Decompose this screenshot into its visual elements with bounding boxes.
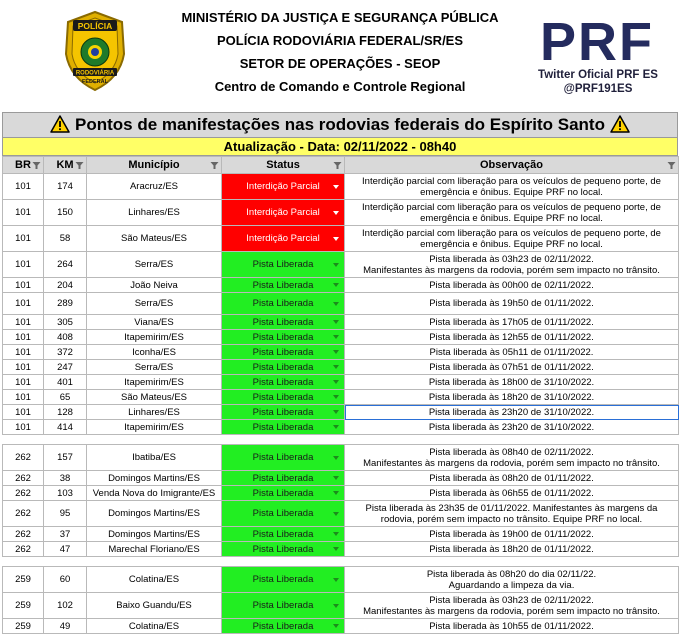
- page-title: [2, 112, 678, 138]
- table-row: [3, 174, 679, 200]
- status-dropdown[interactable]: [222, 360, 345, 375]
- dropdown-arrow-icon[interactable]: [333, 211, 339, 215]
- dropdown-arrow-icon[interactable]: [333, 456, 339, 460]
- status-value: Pista Liberada: [252, 421, 314, 433]
- cell-observacao[interactable]: [345, 471, 679, 486]
- prf-logo-text: PRF: [540, 14, 654, 66]
- dropdown-arrow-icon[interactable]: [333, 365, 339, 369]
- cell-km[interactable]: 414: [44, 420, 87, 435]
- cell-observacao[interactable]: [345, 278, 679, 293]
- dropdown-arrow-icon[interactable]: [333, 476, 339, 480]
- cell-observacao[interactable]: [345, 405, 679, 420]
- status-value: Interdição Parcial: [246, 207, 320, 218]
- org-line-center: Centro de Comando e Controle Regional: [214, 79, 466, 94]
- cell-br[interactable]: 101: [3, 278, 44, 293]
- dropdown-arrow-icon[interactable]: [333, 604, 339, 608]
- observacao-line: Pista liberada às 10h55 de 01/11/2022.: [429, 620, 594, 632]
- twitter-handle: @PRF191ES: [563, 83, 633, 95]
- twitter-label: Twitter Oficial PRF ES: [538, 69, 658, 81]
- cell-br[interactable]: 101: [3, 360, 44, 375]
- cell-km[interactable]: 408: [44, 330, 87, 345]
- cell-observacao[interactable]: [345, 200, 679, 226]
- prf-badge-icon: [60, 10, 130, 92]
- status-value: Interdição Parcial: [246, 181, 320, 192]
- separator-cell: [3, 435, 679, 445]
- table-row: [3, 420, 679, 435]
- cell-observacao[interactable]: [345, 315, 679, 330]
- table-row: [3, 567, 679, 593]
- cell-observacao[interactable]: [345, 420, 679, 435]
- status-dropdown[interactable]: [222, 252, 345, 278]
- table-row: [3, 405, 679, 420]
- cell-br[interactable]: 101: [3, 293, 44, 315]
- table-row: [3, 278, 679, 293]
- cell-observacao[interactable]: [345, 390, 679, 405]
- table-row: [3, 330, 679, 345]
- table-row: [3, 593, 679, 619]
- status-dropdown[interactable]: [222, 375, 345, 390]
- status-dropdown[interactable]: [222, 390, 345, 405]
- status-value: Pista Liberada: [252, 406, 314, 418]
- table-row: [3, 360, 679, 375]
- status-value: Pista Liberada: [252, 543, 314, 555]
- dropdown-arrow-icon[interactable]: [333, 624, 339, 628]
- cell-municipio[interactable]: Iconha/ES: [87, 345, 222, 360]
- table-row: [3, 486, 679, 501]
- table-row: [3, 375, 679, 390]
- filter-icon[interactable]: [75, 161, 84, 170]
- dropdown-arrow-icon[interactable]: [333, 578, 339, 582]
- warning-icon: [50, 115, 70, 133]
- cell-km[interactable]: 150: [44, 200, 87, 226]
- dropdown-arrow-icon[interactable]: [333, 263, 339, 267]
- status-value: Pista Liberada: [252, 259, 314, 270]
- table-row: [3, 293, 679, 315]
- cell-municipio[interactable]: Domingos Martins/ES: [87, 501, 222, 527]
- prf-logo: [522, 14, 672, 66]
- column-header-br[interactable]: BR: [3, 157, 44, 174]
- cell-br[interactable]: 262: [3, 486, 44, 501]
- observacao-line: Pista liberada às 05h11 de 01/11/2022.: [429, 346, 594, 358]
- status-dropdown[interactable]: [222, 226, 345, 252]
- status-dropdown[interactable]: [222, 486, 345, 501]
- observacao-line: Pista liberada às 23h20 de 31/10/2022.: [428, 421, 595, 433]
- cell-km[interactable]: 38: [44, 471, 87, 486]
- status-dropdown[interactable]: [222, 567, 345, 593]
- status-value: Pista Liberada: [252, 508, 314, 519]
- manifestations-table: [2, 156, 679, 634]
- cell-municipio[interactable]: Ibatiba/ES: [87, 445, 222, 471]
- observacao-line: Pista liberada às 18h20 de 31/10/2022.: [428, 391, 595, 403]
- twitter-info: [518, 68, 678, 96]
- cell-observacao[interactable]: [345, 527, 679, 542]
- status-dropdown[interactable]: [222, 174, 345, 200]
- cell-km[interactable]: 65: [44, 390, 87, 405]
- cell-br[interactable]: 262: [3, 471, 44, 486]
- group-separator: [3, 557, 679, 567]
- observacao-line: Pista liberada às 18h20 de 01/11/2022.: [429, 543, 594, 555]
- observacao-line: rodovia, porém sem impacto no trânsito. Equipe PRF no local.: [380, 513, 643, 525]
- cell-observacao[interactable]: [345, 375, 679, 390]
- cell-km[interactable]: 204: [44, 278, 87, 293]
- observacao-line: Manifestantes às margens da rodovia, porém sem impacto no trânsito.: [363, 605, 660, 617]
- cell-municipio[interactable]: Itapemirim/ES: [87, 420, 222, 435]
- status-value: Pista Liberada: [252, 452, 314, 463]
- status-value: Pista Liberada: [252, 528, 314, 540]
- observacao-line: Pista liberada às 06h55 de 01/11/2022.: [429, 487, 594, 499]
- status-value: Interdição Parcial: [246, 233, 320, 244]
- cell-br[interactable]: 262: [3, 445, 44, 471]
- dropdown-arrow-icon[interactable]: [333, 547, 339, 551]
- cell-municipio[interactable]: Marechal Floriano/ES: [87, 542, 222, 557]
- status-value: Pista Liberada: [252, 391, 314, 403]
- table-row: [3, 200, 679, 226]
- cell-km[interactable]: 401: [44, 375, 87, 390]
- cell-br[interactable]: 262: [3, 542, 44, 557]
- cell-municipio[interactable]: Viana/ES: [87, 315, 222, 330]
- cell-br[interactable]: 101: [3, 226, 44, 252]
- dropdown-arrow-icon[interactable]: [333, 335, 339, 339]
- cell-br[interactable]: 262: [3, 527, 44, 542]
- observacao-line: Pista liberada às 17h05 de 01/11/2022.: [429, 316, 594, 328]
- observacao-line: Pista liberada às 18h00 de 31/10/2022.: [428, 376, 595, 388]
- observacao-line: Interdição parcial com liberação para os veículos de pequeno porte, de: [362, 227, 661, 239]
- status-value: Pista Liberada: [252, 316, 314, 328]
- status-dropdown[interactable]: [222, 445, 345, 471]
- dropdown-arrow-icon[interactable]: [333, 380, 339, 384]
- cell-municipio[interactable]: Itapemirim/ES: [87, 330, 222, 345]
- status-dropdown[interactable]: [222, 200, 345, 226]
- status-value: Pista Liberada: [252, 361, 314, 373]
- cell-br[interactable]: 101: [3, 200, 44, 226]
- cell-km[interactable]: 103: [44, 486, 87, 501]
- cell-br[interactable]: 101: [3, 390, 44, 405]
- status-value: Pista Liberada: [252, 620, 314, 632]
- cell-km[interactable]: 102: [44, 593, 87, 619]
- org-line-prf: POLÍCIA RODOVIÁRIA FEDERAL/SR/ES: [216, 33, 464, 48]
- cell-br[interactable]: 101: [3, 330, 44, 345]
- separator-cell: [3, 557, 679, 567]
- observacao-line: Pista liberada às 08h20 do dia 02/11/22.: [426, 568, 597, 580]
- status-value: Pista Liberada: [252, 600, 314, 611]
- cell-municipio[interactable]: Linhares/ES: [87, 200, 222, 226]
- dropdown-arrow-icon[interactable]: [333, 532, 339, 536]
- observacao-line: Pista liberada às 00h00 de 02/11/2022.: [429, 279, 594, 291]
- org-line-seop: SETOR DE OPERAÇÕES - SEOP: [239, 56, 441, 71]
- cell-km[interactable]: 305: [44, 315, 87, 330]
- status-value: Pista Liberada: [252, 472, 314, 484]
- dropdown-arrow-icon[interactable]: [333, 237, 339, 241]
- status-dropdown[interactable]: [222, 542, 345, 557]
- observacao-line: Pista liberada às 08h20 de 01/11/2022.: [429, 472, 594, 484]
- status-dropdown[interactable]: [222, 527, 345, 542]
- cell-br[interactable]: 259: [3, 567, 44, 593]
- observacao-line: Pista liberada às 19h50 de 01/11/2022.: [429, 298, 594, 309]
- observacao-line: Pista liberada às 07h51 de 01/11/2022.: [429, 361, 594, 373]
- warning-icon: [610, 115, 630, 133]
- cell-observacao[interactable]: [345, 567, 679, 593]
- cell-observacao[interactable]: [345, 174, 679, 200]
- dropdown-arrow-icon[interactable]: [333, 302, 339, 306]
- dropdown-arrow-icon[interactable]: [333, 283, 339, 287]
- cell-municipio[interactable]: Serra/ES: [87, 293, 222, 315]
- cell-km[interactable]: 37: [44, 527, 87, 542]
- cell-observacao[interactable]: [345, 501, 679, 527]
- table-body: [3, 174, 679, 634]
- organization-title: [150, 6, 530, 98]
- cell-observacao[interactable]: [345, 360, 679, 375]
- observacao-line: Pista liberada às 12h55 de 01/11/2022.: [429, 331, 594, 343]
- badge-middle-text: RODOVIÁRIA: [75, 70, 115, 77]
- status-dropdown[interactable]: [222, 501, 345, 527]
- cell-municipio[interactable]: São Mateus/ES: [87, 226, 222, 252]
- cell-br[interactable]: 101: [3, 345, 44, 360]
- table-header-row: [3, 157, 679, 174]
- cell-km[interactable]: 128: [44, 405, 87, 420]
- table-row: [3, 315, 679, 330]
- cell-br[interactable]: 101: [3, 252, 44, 278]
- status-dropdown[interactable]: [222, 278, 345, 293]
- org-line-ministry: MINISTÉRIO DA JUSTIÇA E SEGURANÇA PÚBLICA: [181, 10, 499, 25]
- observacao-line: emergência e ônibus. Equipe PRF no local.: [420, 238, 603, 250]
- dropdown-arrow-icon[interactable]: [333, 491, 339, 495]
- dropdown-arrow-icon[interactable]: [333, 185, 339, 189]
- status-dropdown[interactable]: [222, 471, 345, 486]
- cell-km[interactable]: 49: [44, 619, 87, 634]
- cell-municipio[interactable]: Domingos Martins/ES: [87, 471, 222, 486]
- cell-observacao[interactable]: [345, 345, 679, 360]
- cell-observacao[interactable]: [345, 252, 679, 278]
- observacao-line: Pista liberada às 03h23 de 02/11/2022.: [429, 253, 594, 265]
- filter-icon[interactable]: [333, 161, 342, 170]
- observacao-line: Pista liberada às 23h35 de 01/11/2022. Manifestantes às margens da: [365, 502, 658, 514]
- cell-km[interactable]: 58: [44, 226, 87, 252]
- filter-icon[interactable]: [210, 161, 219, 170]
- cell-br[interactable]: 101: [3, 405, 44, 420]
- status-dropdown[interactable]: [222, 330, 345, 345]
- status-value: Pista Liberada: [252, 331, 314, 343]
- status-value: Pista Liberada: [252, 574, 314, 585]
- status-value: Pista Liberada: [252, 487, 314, 499]
- cell-br[interactable]: 101: [3, 420, 44, 435]
- cell-br[interactable]: 262: [3, 501, 44, 527]
- observacao-line: Pista liberada às 23h20 de 31/10/2022.: [428, 406, 595, 418]
- column-header-municipio[interactable]: Município: [87, 157, 222, 174]
- status-dropdown[interactable]: [222, 593, 345, 619]
- badge-bottom-text: FEDERAL: [82, 79, 108, 85]
- badge-top-text: POLÍCIA: [77, 21, 113, 31]
- status-value: Pista Liberada: [252, 346, 314, 358]
- cell-km[interactable]: 372: [44, 345, 87, 360]
- observacao-line: Pista liberada às 03h23 de 02/11/2022.: [429, 594, 594, 606]
- cell-km[interactable]: 174: [44, 174, 87, 200]
- status-dropdown[interactable]: [222, 619, 345, 634]
- table-row: [3, 226, 679, 252]
- cell-br[interactable]: 259: [3, 593, 44, 619]
- table-row: [3, 501, 679, 527]
- cell-km[interactable]: 95: [44, 501, 87, 527]
- observacao-line: Interdição parcial com liberação para os veículos de pequeno porte, de: [362, 175, 661, 187]
- cell-observacao[interactable]: [345, 445, 679, 471]
- cell-km[interactable]: 47: [44, 542, 87, 557]
- cell-observacao[interactable]: [345, 593, 679, 619]
- cell-km[interactable]: 264: [44, 252, 87, 278]
- dropdown-arrow-icon[interactable]: [333, 320, 339, 324]
- observacao-line: Manifestantes às margens da rodovia, porém sem impacto no trânsito.: [363, 457, 660, 469]
- group-separator: [3, 435, 679, 445]
- cell-km[interactable]: 60: [44, 567, 87, 593]
- cell-municipio[interactable]: Domingos Martins/ES: [87, 527, 222, 542]
- status-value: Pista Liberada: [252, 376, 314, 388]
- status-value: Pista Liberada: [252, 279, 314, 291]
- cell-br[interactable]: 101: [3, 315, 44, 330]
- report-header: [0, 0, 680, 104]
- cell-municipio[interactable]: Serra/ES: [87, 360, 222, 375]
- cell-observacao[interactable]: [345, 542, 679, 557]
- cell-br[interactable]: 259: [3, 619, 44, 634]
- cell-municipio[interactable]: Colatina/ES: [87, 567, 222, 593]
- status-dropdown[interactable]: [222, 293, 345, 315]
- cell-observacao[interactable]: [345, 330, 679, 345]
- cell-observacao[interactable]: [345, 226, 679, 252]
- observacao-line: emergência e ônibus. Equipe PRF no local.: [420, 212, 603, 224]
- table-row: [3, 445, 679, 471]
- observacao-line: Manifestantes às margens da rodovia, porém sem impacto no trânsito.: [363, 264, 660, 276]
- filter-icon[interactable]: [32, 161, 41, 170]
- cell-br[interactable]: 101: [3, 174, 44, 200]
- status-dropdown[interactable]: [222, 315, 345, 330]
- page-title-text: Pontos de manifestações nas rodovias federais do Espírito Santo: [75, 115, 605, 134]
- cell-municipio[interactable]: São Mateus/ES: [87, 390, 222, 405]
- table-row: [3, 390, 679, 405]
- table-row: [3, 471, 679, 486]
- update-timestamp: Atualização - Data: 02/11/2022 - 08h40: [2, 138, 678, 156]
- dropdown-arrow-icon[interactable]: [333, 512, 339, 516]
- observacao-line: Pista liberada às 19h00 de 01/11/2022.: [429, 528, 594, 540]
- cell-municipio[interactable]: Aracruz/ES: [87, 174, 222, 200]
- cell-km[interactable]: 289: [44, 293, 87, 315]
- observacao-line: emergência e ônibus. Equipe PRF no local.: [420, 186, 603, 198]
- column-header-observacao[interactable]: Observação: [345, 157, 679, 174]
- table-row: [3, 542, 679, 557]
- table-row: [3, 252, 679, 278]
- cell-km[interactable]: 247: [44, 360, 87, 375]
- cell-br[interactable]: 101: [3, 375, 44, 390]
- cell-observacao[interactable]: [345, 293, 679, 315]
- cell-observacao[interactable]: [345, 486, 679, 501]
- observacao-line: Pista liberada às 08h40 de 02/11/2022.: [429, 446, 594, 458]
- status-dropdown[interactable]: [222, 420, 345, 435]
- cell-municipio[interactable]: Linhares/ES: [87, 405, 222, 420]
- table-row: [3, 619, 679, 634]
- cell-municipio[interactable]: Venda Nova do Imigrante/ES: [87, 486, 222, 501]
- table-row: [3, 527, 679, 542]
- filter-icon[interactable]: [667, 161, 676, 170]
- observacao-line: Aguardando a limpeza da via.: [448, 579, 575, 591]
- observacao-line: Interdição parcial com liberação para os veículos de pequeno porte, de: [362, 201, 661, 213]
- cell-municipio[interactable]: Serra/ES: [87, 252, 222, 278]
- table-row: [3, 345, 679, 360]
- dropdown-arrow-icon[interactable]: [333, 410, 339, 414]
- cell-observacao[interactable]: [345, 619, 679, 634]
- cell-km[interactable]: 157: [44, 445, 87, 471]
- column-header-status[interactable]: Status: [222, 157, 345, 174]
- dropdown-arrow-icon[interactable]: [333, 395, 339, 399]
- cell-municipio[interactable]: Itapemirim/ES: [87, 375, 222, 390]
- dropdown-arrow-icon[interactable]: [333, 350, 339, 354]
- cell-municipio[interactable]: Baixo Guandu/ES: [87, 593, 222, 619]
- column-header-km[interactable]: KM: [44, 157, 87, 174]
- status-dropdown[interactable]: [222, 345, 345, 360]
- status-value: Pista Liberada: [252, 298, 314, 309]
- cell-municipio[interactable]: João Neiva: [87, 278, 222, 293]
- cell-municipio[interactable]: Colatina/ES: [87, 619, 222, 634]
- dropdown-arrow-icon[interactable]: [333, 425, 339, 429]
- status-dropdown[interactable]: [222, 405, 345, 420]
